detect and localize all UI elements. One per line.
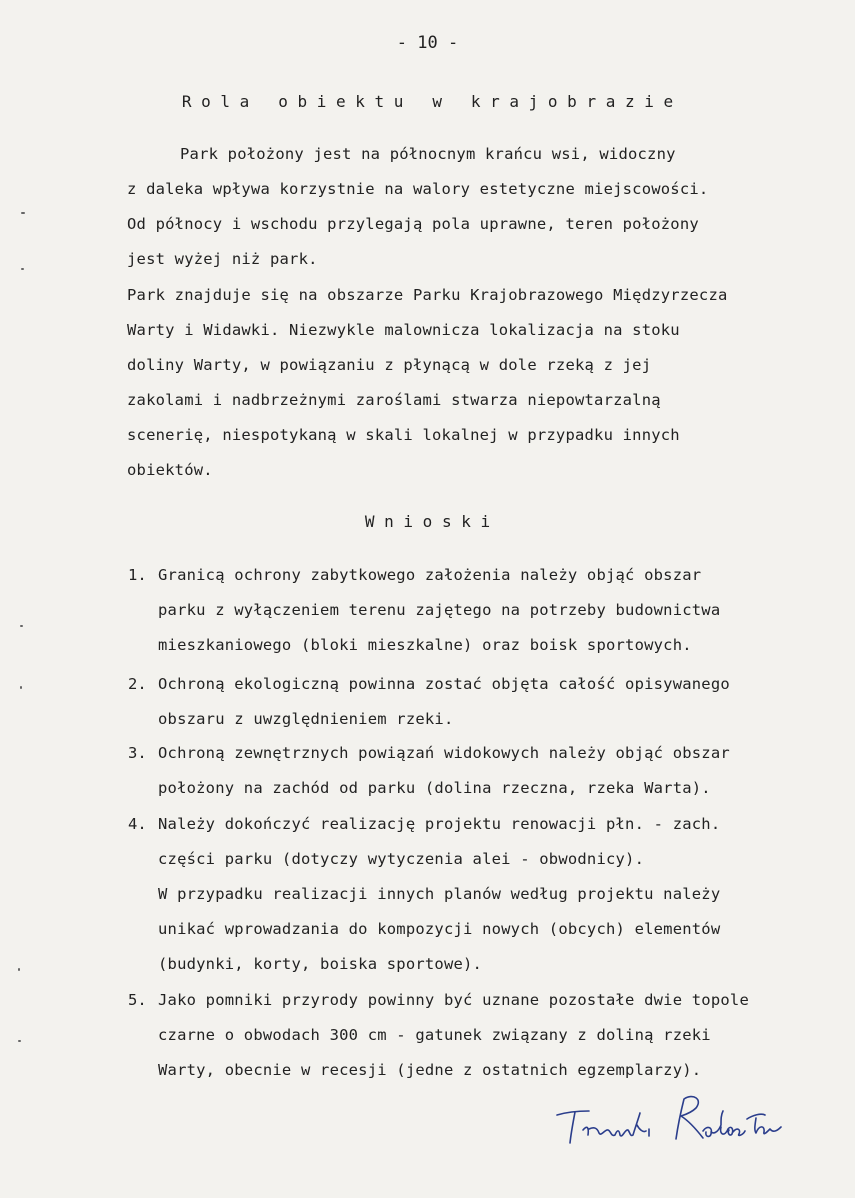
list-item-line: części parku (dotyczy wytyczenia alei - obwodnicy). <box>158 850 645 868</box>
list-item-line: obszaru z uwzględnieniem rzeki. <box>158 710 454 728</box>
list-item-line: Warty, obecnie w recesji (jedne z ostatnich egzemplarzy). <box>158 1061 702 1079</box>
handwritten-signature <box>553 1085 793 1155</box>
list-item-line: Ochroną ekologiczną powinna zostać objęta całość opisywanego <box>158 675 730 693</box>
scan-speck <box>18 1040 21 1042</box>
text-line: z daleka wpływa korzystnie na walory estetyczne miejscowości. <box>127 180 709 198</box>
section-heading-conclusions: W n i o s k i <box>364 512 491 531</box>
text-line: jest wyżej niż park. <box>127 250 318 268</box>
list-item-line: położony na zachód od parku (dolina rzeczna, rzeka Warta). <box>158 779 711 797</box>
list-item-line: Ochroną zewnętrznych powiązań widokowych należy objąć obszar <box>158 744 730 762</box>
list-item-number: 2. <box>128 675 147 693</box>
page-number: - 10 - <box>396 33 459 53</box>
list-item-line: Granicą ochrony zabytkowego założenia należy objąć obszar <box>158 566 702 584</box>
scan-speck <box>21 268 24 270</box>
text-line: doliny Warty, w powiązaniu z płynącą w dole rzeką z jej <box>127 356 652 374</box>
text-line: Park znajduje się na obszarze Parku Krajobrazowego Międzyrzecza <box>127 286 728 304</box>
list-item-line: (budynki, korty, boiska sportowe). <box>158 955 483 973</box>
text-line: Park położony jest na północnym krańcu wsi, widoczny <box>180 145 676 163</box>
section-heading-role: R o l a o b i e k t u w k r a j o b r a z i e <box>181 92 674 111</box>
list-item-number: 1. <box>128 566 147 584</box>
list-item-number: 3. <box>128 744 147 762</box>
text-line: Od północy i wschodu przylegają pola uprawne, teren położony <box>127 215 699 233</box>
list-item-number: 5. <box>128 991 147 1009</box>
scan-speck <box>21 212 25 214</box>
list-item-line: parku z wyłączeniem terenu zajętego na potrzeby budownictwa <box>158 601 721 619</box>
scan-speck <box>20 625 23 627</box>
list-item-line: W przypadku realizacji innych planów według projektu należy <box>158 885 721 903</box>
text-line: obiektów. <box>127 461 213 479</box>
list-item-line: unikać wprowadzania do kompozycji nowych (obcych) elementów <box>158 920 721 938</box>
list-item-line: czarne o obwodach 300 cm - gatunek związany z doliną rzeki <box>158 1026 711 1044</box>
text-line: Warty i Widawki. Niezwykle malownicza lokalizacja na stoku <box>127 321 680 339</box>
list-item-line: Należy dokończyć realizację projektu renowacji płn. - zach. <box>158 815 721 833</box>
scan-speck <box>18 968 20 971</box>
text-line: zakolami i nadbrzeżnymi zaroślami stwarza niepowtarzalną <box>127 391 661 409</box>
text-line: scenerię, niespotykaną w skali lokalnej w przypadku innych <box>127 426 680 444</box>
list-item-number: 4. <box>128 815 147 833</box>
list-item-line: mieszkaniowego (bloki mieszkalne) oraz boisk sportowych. <box>158 636 692 654</box>
scan-speck <box>20 686 22 689</box>
list-item-line: Jako pomniki przyrody powinny być uznane pozostałe dwie topole <box>158 991 749 1009</box>
